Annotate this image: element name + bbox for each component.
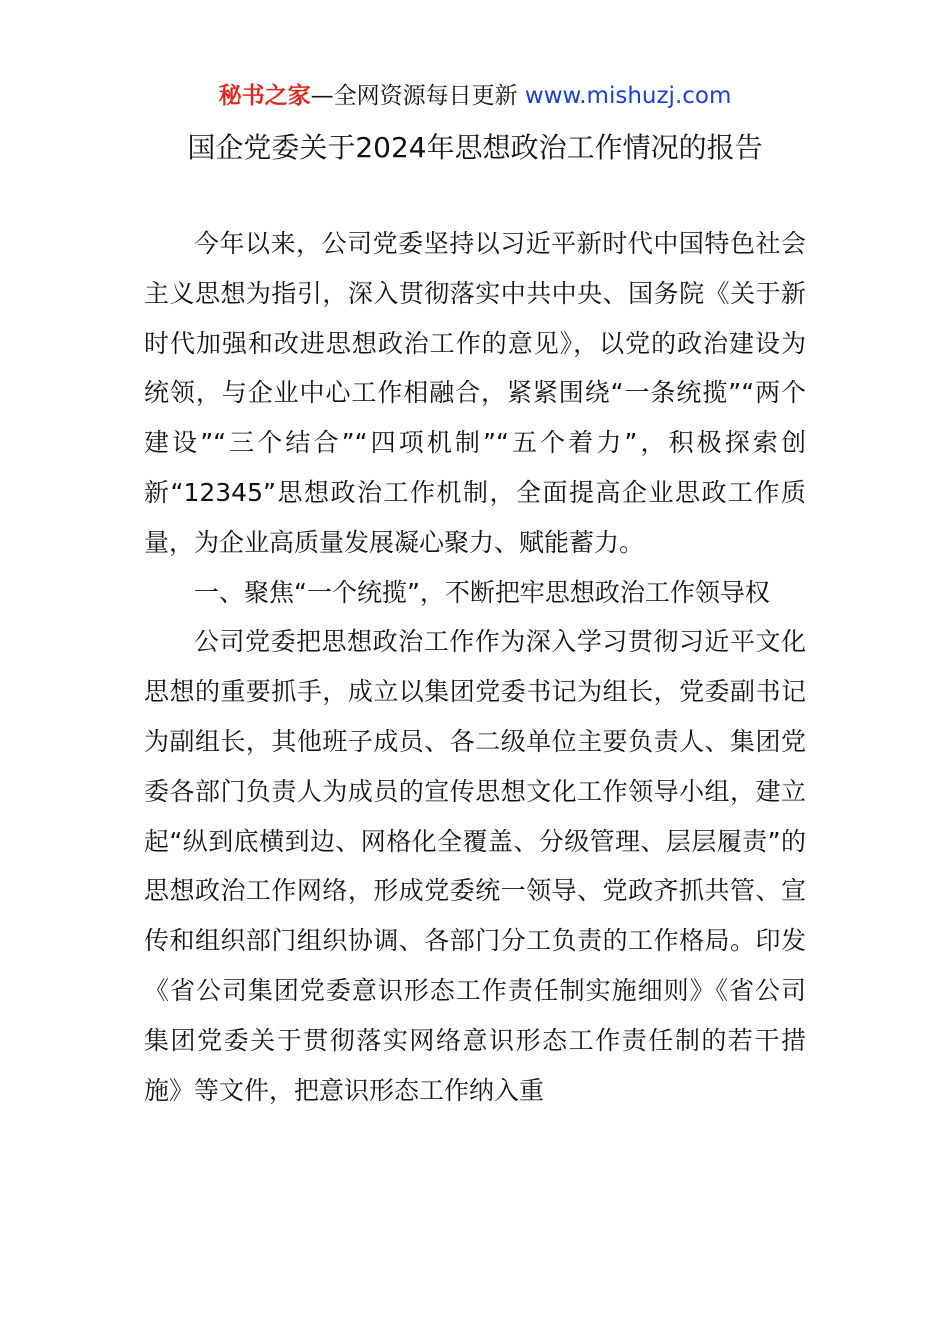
section-heading: 一、聚焦“一个统揽”，不断把牢思想政治工作领导权 bbox=[194, 577, 770, 607]
intro-paragraph: 今年以来，公司党委坚持以习近平新时代中国特色社会主义思想为指引，深入贯彻落实中共中央、国务院《关于新时代加强和改进思想政治工作的意见》，以党的政治建设为统领，与企业中心工作相融合，紧紧围绕“一条统揽”“两个建设”“三个结合”“四项机制”“五个着力”，积极探索创新“12345”思想政治工作机制，全面提高企业思政工作质量，为企业高质量发展凝心聚力、赋能蓄力。 bbox=[144, 229, 806, 557]
document-body bbox=[144, 219, 806, 1115]
body-paragraph: 公司党委把思想政治工作作为深入学习贯彻习近平文化思想的重要抓手，成立以集团党委书记为组长，党委副书记为副组长，其他班子成员、各二级单位主要负责人、集团党委各部门负责人为成员的宣传思想文化工作领导小组，建立起“纵到底横到边、网格化全覆盖、分级管理、层层履责”的思想政治工作网络，形成党委统一领导、党政齐抓共管、宣传和组织部门组织协调、各部门分工负责的工作格局。印发《省公司集团党委意识形态工作责任制实施细则》《省公司集团党委关于贯彻落实网络意识形态工作责任制的若干措施》等文件，把意识形态工作纳入重 bbox=[144, 627, 806, 1105]
site-url-link[interactable]: www.mishuzj.com bbox=[524, 83, 732, 109]
document-title: 国企党委关于2024年思想政治工作情况的报告 bbox=[187, 131, 763, 164]
brand-name: 秘书之家 bbox=[218, 83, 311, 109]
site-banner bbox=[0, 80, 950, 112]
banner-tagline: —全网资源每日更新 bbox=[310, 83, 518, 109]
